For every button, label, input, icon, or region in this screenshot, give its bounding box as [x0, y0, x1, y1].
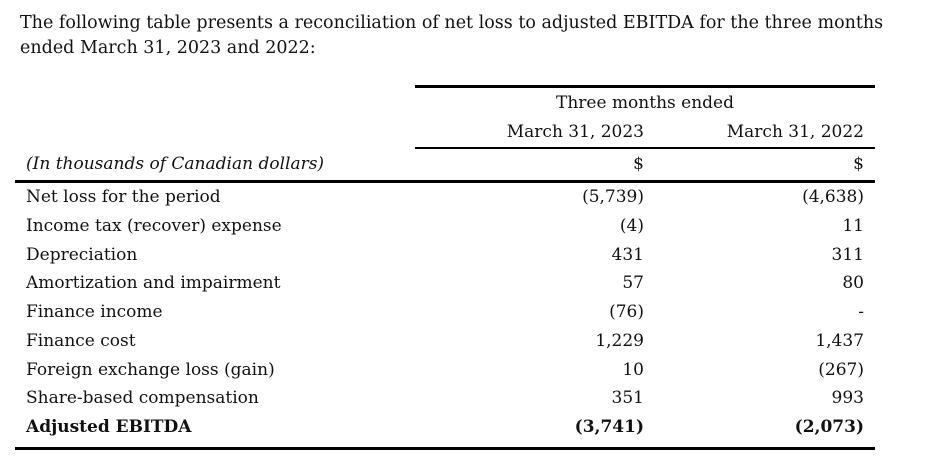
table-row-value-2022: 11: [842, 216, 864, 236]
total-value-2023: (3,741): [574, 417, 644, 437]
table-row-value-2022: (267): [818, 360, 864, 380]
table-row-value-2023: 1,229: [595, 331, 644, 351]
table-row-label: Net loss for the period: [26, 187, 221, 207]
table-row-value-2023: 57: [622, 273, 644, 293]
table-row-label: Share-based compensation: [26, 388, 259, 408]
table-row-label: Foreign exchange loss (gain): [26, 360, 275, 380]
table-row-value-2023: (5,739): [582, 187, 644, 207]
currency-2022: $: [853, 154, 864, 174]
table-row-value-2023: (4): [619, 216, 644, 236]
table-row-value-2022: 80: [842, 273, 864, 293]
table-row-label: Finance income: [26, 302, 163, 322]
table-row-label: Finance cost: [26, 331, 136, 351]
total-row-label: Adjusted EBITDA: [26, 417, 192, 437]
header-top-rule: [415, 85, 875, 88]
table-row-value-2023: (76): [609, 302, 644, 322]
table-row-value-2022: -: [858, 302, 864, 322]
col-2022-header: March 31, 2022: [726, 122, 864, 142]
total-value-2022: (2,073): [794, 417, 864, 437]
units-label: (In thousands of Canadian dollars): [26, 154, 325, 174]
table-row-value-2022: (4,638): [802, 187, 864, 207]
header-bottom-rule: [15, 180, 875, 183]
currency-2023: $: [633, 154, 644, 174]
table-row-value-2023: 351: [611, 388, 644, 408]
period-header: Three months ended: [556, 93, 734, 113]
table-row-value-2022: 1,437: [815, 331, 864, 351]
header-mid-rule: [415, 147, 875, 149]
table-row-value-2022: 311: [831, 245, 864, 265]
col-2023-header: March 31, 2023: [506, 122, 644, 142]
table-row-label: Depreciation: [26, 245, 138, 265]
intro-paragraph: The following table presents a reconciliation of net loss to adjusted EBITDA for the three months ended March 31, 2023 and 2022:: [20, 13, 884, 58]
table-row-value-2022: 993: [831, 388, 864, 408]
table-row-value-2023: 10: [622, 360, 644, 380]
table-row-value-2023: 431: [611, 245, 644, 265]
total-bottom-rule: [15, 447, 875, 450]
table-row-label: Amortization and impairment: [26, 273, 281, 293]
table-row-label: Income tax (recover) expense: [26, 216, 282, 236]
